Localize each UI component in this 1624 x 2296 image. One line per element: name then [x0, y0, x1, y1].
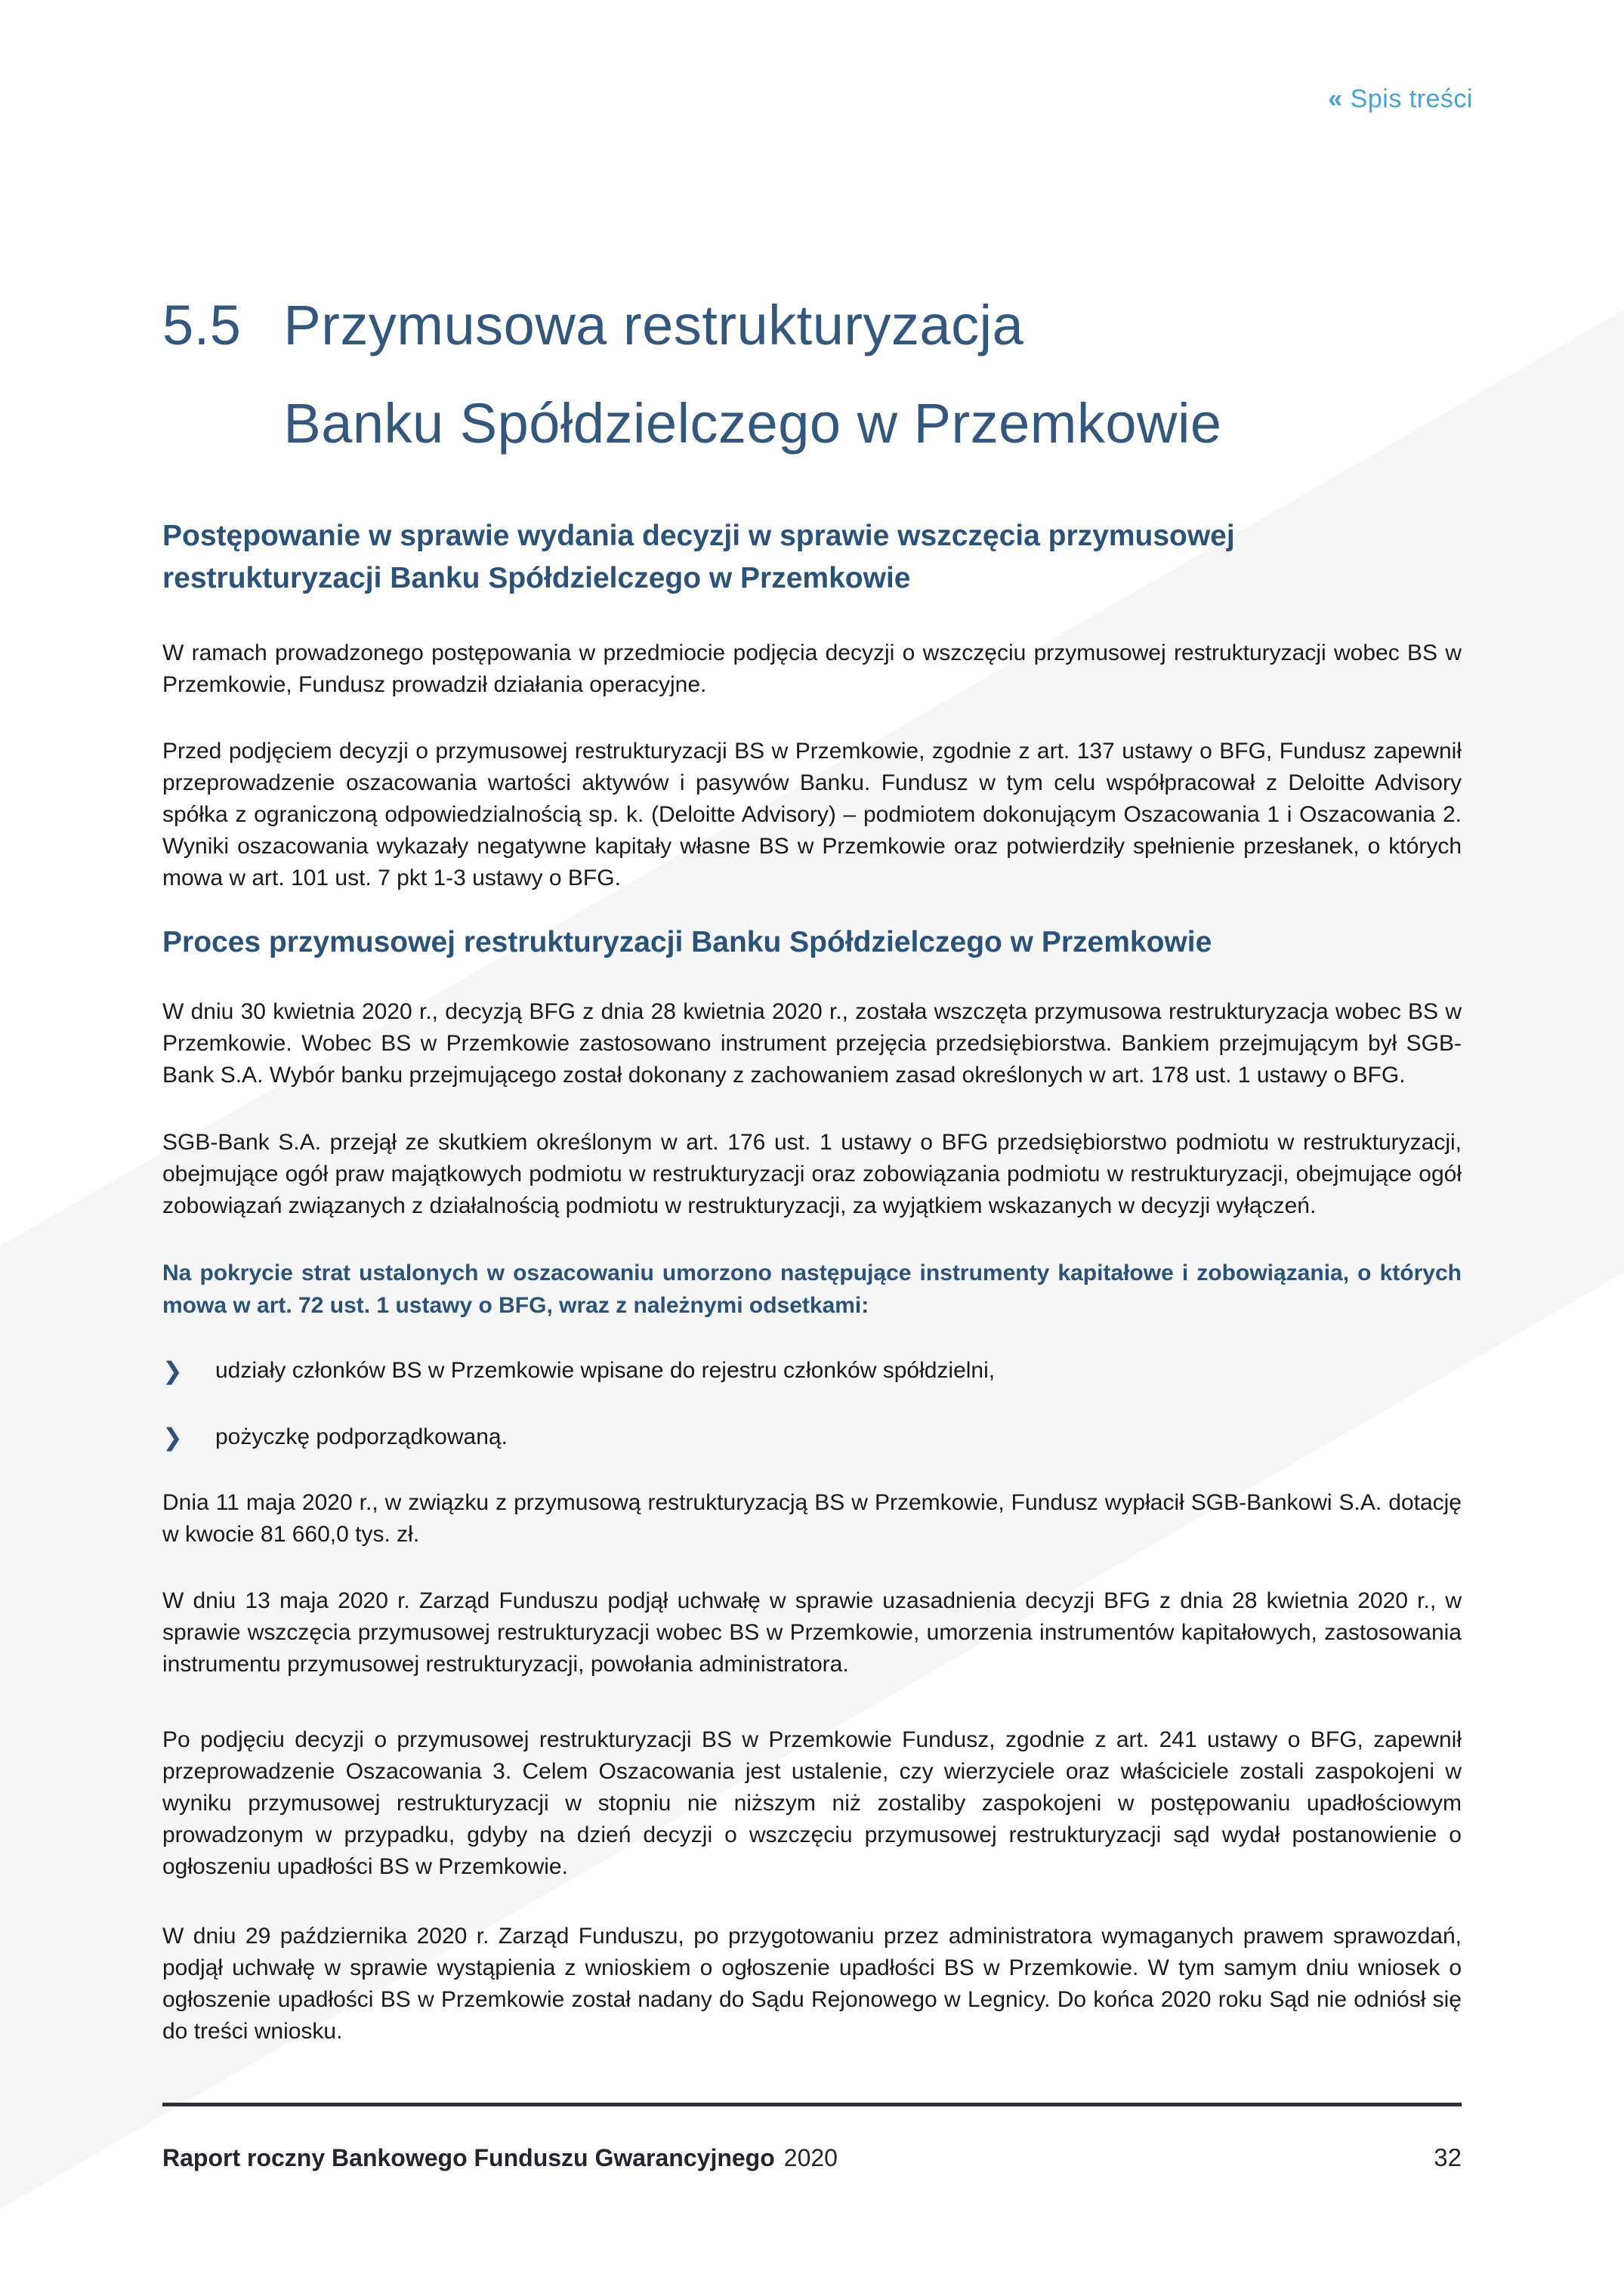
footer-divider: [162, 2103, 1462, 2106]
paragraph: Dnia 11 maja 2020 r., w związku z przymusową restrukturyzacją BS w Przemkowie, Fundusz wypłacił SGB-Bankowi S.A. dotację w kwocie 81 660,0 tys. zł.: [162, 1490, 1462, 1547]
paragraph: W dniu 29 października 2020 r. Zarząd Funduszu, po przygotowaniu przez administratora wymaganych prawem sprawozdań, podjął uchwałę w sprawie wystąpienia z wnioskiem o ogłoszenie upadłości BS w Przemkowie. W tym samym dniu wniosek o ogłoszenie upadłości BS w Przemkowie został nadany do Sądu Rejonowego w Legnicy. Do końca 2020 roku Sąd nie odniósł się do treści wniosku.: [162, 1924, 1462, 2044]
list-item: [162, 1421, 1462, 1453]
footer-report-title-bold: Raport roczny Bankowego Funduszu Gwarancyjnego: [162, 2144, 775, 2171]
chapter-title: [162, 276, 1462, 473]
chapter-number: 5.5: [162, 294, 242, 356]
list-item-text: udziały członków BS w Przemkowie wpisane do rejestru członków spółdzielni,: [215, 1358, 996, 1383]
list-item-text: pożyczkę podporządkowaną.: [215, 1424, 508, 1449]
paragraph: Po podjęciu decyzji o przymusowej restrukturyzacji BS w Przemkowie Fundusz, zgodnie z art. 241 ustawy o BFG, zapewnił przeprowadzenie Oszacowania 3. Celem Oszacowania jest ustalenie, czy wierzyciele oraz właściciele zostali zaspokojeni w wyniku przymusowej restrukturyzacji w stopniu nie niższym niż zostaliby zaspokojeni w postępowaniu upadłościowym prowadzonym w przypadku, gdyby na dzień decyzji o wszczęciu przymusowej restrukturyzacji sąd wydał postanowienie o ogłoszeniu upadłości BS w Przemkowie.: [162, 1727, 1462, 1879]
chapter-title-line2: Banku Spółdzielczego w Przemkowie: [283, 392, 1222, 455]
double-chevron-left-icon: «: [1328, 85, 1343, 113]
toc-link-label: Spis treści: [1350, 85, 1473, 113]
chapter-title-line1: Przymusowa restrukturyzacja: [283, 294, 1024, 356]
toc-link[interactable]: [1328, 85, 1473, 114]
paragraph: Przed podjęciem decyzji o przymusowej restrukturyzacji BS w Przemkowie, zgodnie z art. 137 ustawy o BFG, Fundusz zapewnił przeprowadzenie oszacowania wartości aktywów i pasywów Banku. Fundusz w tym celu współpracował z Deloitte Advisory spółka z ograniczoną odpowiedzialnością sp. k. (Deloitte Advisory) – podmiotem dokonującym Oszacowania 1 i Oszacowania 2. Wyniki oszacowania wykazały negatywne kapitały własne BS w Przemkowie oraz potwierdziły spełnienie przesłanek, o których mowa w art. 101 ust. 7 pkt 1-3 ustawy o BFG.: [162, 739, 1462, 890]
paragraph: SGB-Bank S.A. przejął ze skutkiem określonym w art. 176 ust. 1 ustawy o BFG przedsiębiorstwo podmiotu w restrukturyzacji, obejmujące ogół praw majątkowych podmiotu w restrukturyzacji oraz zobowiązania podmiotu w restrukturyzacji, obejmujące ogół zobowiązań związanych z działalnością podmiotu w restrukturyzacji, za wyjątkiem wskazanych w decyzji wyłączeń.: [162, 1130, 1462, 1218]
paragraph: W ramach prowadzonego postępowania w przedmiocie podjęcia decyzji o wszczęciu przymusowej restrukturyzacji wobec BS w Przemkowie, Fundusz prowadził działania operacyjne.: [162, 640, 1462, 697]
footer-report-title: [162, 2141, 838, 2174]
paragraph: W dniu 13 maja 2020 r. Zarząd Funduszu podjął uchwałę w sprawie uzasadnienia decyzji BFG z dnia 28 kwietnia 2020 r., w sprawie wszczęcia przymusowej restrukturyzacji wobec BS w Przemkowie, umorzenia instrumentów kapitałowych, zastosowania instrumentu przymusowej restrukturyzacji, powołania administratora.: [162, 1588, 1462, 1677]
list-item: [162, 1355, 1462, 1387]
chevron-bullet-icon: ❯: [162, 1424, 183, 1451]
list-lead-paragraph: Na pokrycie strat ustalonych w oszacowaniu umorzono następujące instrumenty kapitałowe i zobowiązania, o których mowa w art. 72 ust. 1 ustawy o BFG, wraz z należnymi odsetkami:: [162, 1261, 1462, 1318]
chevron-bullet-icon: ❯: [162, 1357, 183, 1384]
section-heading-1: Postępowanie w sprawie wydania decyzji w sprawie wszczęcia przymusowej restrukturyzacji Banku Spółdzielczego w Przemkowie: [162, 520, 1235, 594]
chapter-title-text: [283, 276, 1221, 473]
paragraph: W dniu 30 kwietnia 2020 r., decyzją BFG z dnia 28 kwietnia 2020 r., została wszczęta przymusowa restrukturyzacja wobec BS w Przemkowie. Wobec BS w Przemkowie zastosowano instrument przejęcia przedsiębiorstwa. Bankiem przejmującym był SGB-Bank S.A. Wybór banku przejmującego został dokonany z zachowaniem zasad określonych w art. 178 ust. 1 ustawy o BFG.: [162, 999, 1462, 1088]
section-heading-2: Proces przymusowej restrukturyzacji Banku Spółdzielczego w Przemkowie: [162, 926, 1212, 958]
page-number: 32: [1434, 2143, 1462, 2171]
footer-report-year: 2020: [783, 2144, 838, 2171]
page-footer: [162, 2141, 1462, 2174]
